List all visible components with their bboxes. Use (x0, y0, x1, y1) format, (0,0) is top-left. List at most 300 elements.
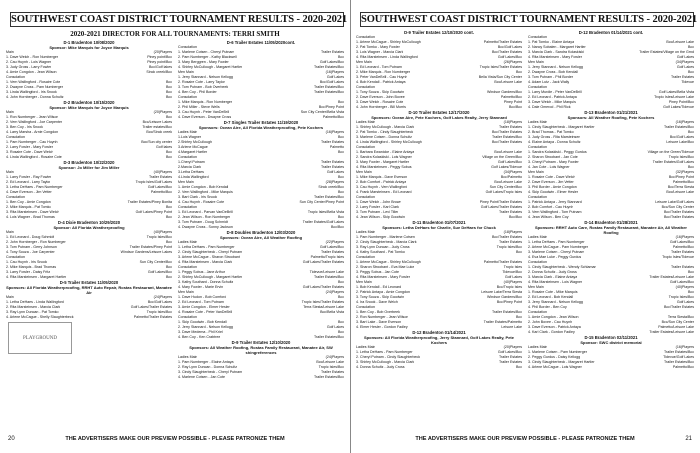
team-names: 3. Tom Putnam - Bob Overbeek (178, 85, 229, 89)
team-names: 3. Peter VanDeBrill - Cau Huynh (356, 75, 408, 79)
section-label: Consolation (356, 255, 375, 259)
team-names: 4. Dave Everson - Jim Vetter (6, 190, 52, 194)
team-names: Men Main (178, 290, 194, 294)
team-names: 2. Vern Wallingford - Mike Marquis (178, 190, 233, 194)
team-names: 1. Arlene McCague - Shirley McCullough (356, 260, 421, 264)
section-label: Consolation (178, 155, 197, 159)
team-names: Ladies Main (528, 235, 548, 239)
team-clubs: Tropic Isles/Golf Lakes (135, 180, 172, 184)
team-names: 4. Lois Wagner - Brad Thomas (6, 215, 55, 219)
team-clubs: (32)Players (675, 170, 694, 174)
team-names: 1. Cindy Slaughterbeck - Wendy Schlaman (528, 265, 597, 269)
tournament-heading: D-1 Bradenton 10/08/2020 (63, 40, 115, 45)
team-names: 3. Dave Welch - Mike Marquis (528, 100, 576, 104)
team-names: 3. Arnie Congdon - Elmer Hesler (178, 305, 230, 309)
team-clubs: Bcc (688, 70, 694, 74)
team-names: 2. Arlene McCague - Pam Numberger (528, 245, 589, 249)
page-title: SOUTHWEST COAST DISTRICT TOURNAMENT RESULTS - 2020-2021 (361, 14, 698, 25)
team-names: Ladies Main (178, 130, 198, 134)
team-clubs: Bcc/Leisure Lake (494, 150, 522, 154)
team-names: 4. Arlene McCague - Shelly Slaughterbeck (6, 315, 74, 319)
section-label: Consolation (6, 255, 25, 259)
team-clubs: Sun City Center/Bcc (139, 260, 172, 264)
team-names: 1. Tony Souza - Skip Goodwin (356, 90, 405, 94)
team-names: 3. Kathy Southard - Donna Schultz (178, 280, 234, 284)
team-names: 3. Tom Putnam - Doug Schmidt (178, 220, 228, 224)
tournament-heading: D-7 Singles Trailer Estates 11/19/2020 (223, 120, 299, 125)
team-names: 1. Letha DeHaes - Pam Numberger (356, 350, 413, 354)
results-column (356, 30, 522, 422)
team-clubs: Palmetto/Tropic Isles (310, 255, 344, 259)
team-names: 3. Larry Fowler - Daisy Fritz (6, 270, 51, 274)
team-names: 4. Jean Wilson - Skip Goodwin (356, 215, 405, 219)
team-names: 1. Pat Tomko - Elaine Antaya (528, 40, 575, 44)
sponsor-line: Sponsor: Jo Miller for Jim Miller (58, 165, 120, 170)
team-clubs: Golf Lakes (326, 170, 344, 174)
team-clubs: (24)Players (325, 355, 344, 359)
team-clubs: Trailer estates/Bcc (142, 125, 172, 129)
team-names: 3. Tom Putnam - Phil Border (528, 75, 574, 79)
team-clubs: Tropic Isles/Bcc (146, 235, 172, 239)
team-names: 1. Marlene Cotsen - Pam Numberger (528, 350, 587, 354)
section-label: Consolation (6, 135, 25, 139)
team-clubs: Tidevue/Leisure Lake (309, 270, 344, 274)
team-clubs: Bcc (338, 150, 344, 154)
team-clubs: Bcc (166, 275, 172, 279)
team-clubs: Leisure Lake (501, 325, 522, 329)
team-clubs: Trailer Estates/Piney Bonita (127, 200, 172, 204)
team-names: 3. Judy Gross - Rita Marsteinsen (528, 135, 581, 139)
team-clubs: Bcc/Bcc (331, 225, 344, 229)
team-names: 2. Pat Tomko - Mary Fowler (356, 45, 400, 49)
team-names: 2. Rosaire Cote - Larry Taylor (178, 80, 225, 84)
team-clubs: Trailer Estates/Bcc (313, 90, 344, 94)
team-names: Men Main (528, 285, 544, 289)
team-clubs: Golf Lakes/Bcc (497, 55, 522, 59)
team-clubs: Golf Lakes/Bella Vista (658, 90, 694, 94)
team-clubs: Bella Vista/Sun City Center (478, 75, 522, 79)
section-label: Consolation (356, 35, 375, 39)
team-clubs: Bcc (688, 270, 694, 274)
team-clubs: Bcc (166, 90, 172, 94)
team-clubs: Bcc (338, 135, 344, 139)
team-clubs: Village on the Green/Tidevue (647, 150, 694, 154)
team-names: 1. Dave Welch - John Brown (356, 200, 402, 204)
sponsor-line: Sponsors: Ocean Aire, All Florida Weatherproofing, Pete Kochers (198, 125, 324, 130)
team-clubs: Leisure Lake/Terra Siesta (481, 290, 522, 294)
team-names: 3. Mary Berggren - Mary Fowler (178, 60, 229, 64)
team-clubs: Windsor Gardens/Leisure Lakes (120, 250, 172, 254)
results-column (6, 40, 172, 422)
tournament-heading: D-8 Doubles Bradenton 12/03/2020 (226, 230, 296, 235)
team-names: 2. Sharon Stroobant - Jan Cote (528, 155, 578, 159)
team-names: 1. Letha DeHaes - Pam Numberger (178, 245, 235, 249)
results-columns (356, 30, 694, 422)
team-names: 1. Arnie Congdon - Bob Kendall (178, 185, 229, 189)
team-clubs: Golf Lakes/Tidevue (663, 105, 694, 109)
sponsor-line: Sponsors: All Weather Roofing, Pete Kochers (567, 115, 655, 120)
team-clubs: (16)Players (325, 130, 344, 134)
team-names: Main (6, 295, 14, 299)
team-names: 4. Adam Lutz - Jack Wally (528, 80, 570, 84)
team-clubs: Bcc (338, 190, 344, 194)
team-clubs: Bcc/Leisure Lake (316, 360, 344, 364)
sponsor-line: Sponsor: Mike Marquis for Joyce Marquis (49, 45, 129, 50)
results-column (528, 30, 694, 422)
team-names: 4. Larry Marsha - Arnie Congdon (6, 130, 59, 134)
team-names: 4. Dave Everson - Dwayne Cross (178, 115, 232, 119)
team-names: 3. Cindy Slaughterbeck - Margaret Hartler (528, 360, 595, 364)
team-names: 3. Marcia Clark - Elaine Antaya (528, 275, 578, 279)
results-columns (6, 40, 344, 422)
team-clubs: Trailer Estates/Piney Point (129, 245, 172, 249)
team-clubs: Bcc (338, 55, 344, 59)
team-clubs: (28)Players (325, 180, 344, 184)
team-names: 1. Mike Marquis - Ron Numberger (178, 100, 233, 104)
team-names: 1. Larry Fowler - Ray Fowler (6, 175, 52, 179)
team-names: 4. Skip Goodwin - Elmer Hesler (528, 190, 579, 194)
team-clubs: Bcc (338, 280, 344, 284)
team-names: 1. Pam Numberger - Elaine Antaya (178, 360, 234, 364)
team-clubs: Trailer Estates (320, 50, 344, 54)
team-clubs: Trailer Estates/Bcc (491, 135, 522, 139)
team-names: 1.Cheryl Putnam (178, 160, 205, 164)
section-label: Consolation (178, 45, 197, 49)
team-clubs: Trailer Estates/Bcc (663, 360, 694, 364)
team-clubs: (18)Players (503, 120, 522, 124)
team-clubs: Golf Lakes (676, 55, 694, 59)
tournament-heading: D-9 Trailer Estates 12/10/2020 cont. (404, 30, 474, 35)
team-names: 4. Jan Cote - Lois Wagner (528, 165, 570, 169)
team-clubs: Golf Lakes/Bcc (497, 350, 522, 354)
team-clubs: (16)Players (675, 345, 694, 349)
team-clubs: Bcc (166, 215, 172, 219)
team-clubs: Terra Siesta/Leisure Lake (303, 305, 344, 309)
team-clubs: Sun City Center/Piney Point (299, 200, 344, 204)
team-clubs: Bcc/Golf Lakes (147, 300, 172, 304)
result-row (6, 315, 172, 320)
team-names: Men Main (178, 180, 194, 184)
team-names: 2. Ed Leonard - Tom Putnam (178, 300, 224, 304)
team-names: 1. Rosaire Cote - Dave Welch (528, 175, 576, 179)
sponsor-line: Sponsors: All Florida Weatherproofing, Jerry Stannard, Golf Lakes Realty, Pete Kochers (364, 335, 514, 345)
team-names: 1. Cindy Slaughterbeck - Margaret Hartler (528, 125, 595, 129)
team-names: Men Main (528, 170, 544, 174)
team-clubs: Bcc/Leisure Lake (666, 40, 694, 44)
team-clubs: Tropic Isles/Bcc (496, 245, 522, 249)
team-clubs: Bcc (338, 330, 344, 334)
team-names: 2. Dave Everson - John Bovee (356, 95, 405, 99)
team-clubs: Bcc/Trailer Estates (491, 50, 522, 54)
team-clubs: Terra Siesta/Bcc (667, 315, 694, 319)
team-clubs: Trailer Estates (498, 210, 522, 214)
team-clubs: Bcc (516, 365, 522, 369)
team-names: 4. Rita Marsteinsen - Mary Fowler (528, 55, 582, 59)
team-clubs: Tropic Isles/Leisure Lake (654, 95, 694, 99)
team-names: 4. Dale Omerod - Phil Rick (528, 105, 571, 109)
team-clubs: Piney point/Bcc (147, 55, 172, 59)
team-names: 4. Karl Clark - Gordon Fadley (528, 330, 575, 334)
page-number: 21 (685, 436, 692, 442)
team-clubs: Bcc (166, 265, 172, 269)
team-clubs: Bcc/Piney Point (496, 300, 522, 304)
team-clubs: (34)Players (675, 60, 694, 64)
sponsor-line: Sponsors: All Florida Weatherproofing, RRHT Auto Repair, Rostas Restaurant, Manatee Air (6, 285, 172, 295)
team-clubs: Bcc/Trailer Estates (663, 210, 694, 214)
team-names: 1. Marlene Cotsen - Cheryl Putnam (178, 50, 235, 54)
team-clubs: Trailer Estates/Bcc (313, 195, 344, 199)
team-names: Main (6, 170, 14, 174)
team-clubs: (20)Players (153, 110, 172, 114)
team-clubs: Trailer Estates (670, 75, 694, 79)
team-names: 1. Letha DeHaes - Linda Wallingford (6, 300, 64, 304)
team-names: 3. Arlene McCague - Sharon Stroobant (178, 255, 240, 259)
section-label: Consolation (528, 310, 547, 314)
team-clubs: (40)Players (503, 280, 522, 284)
team-clubs: Tropic Isles/Trailer Estates (479, 65, 522, 69)
team-names: 2. Cau Huynh - Lois Wagner (6, 60, 52, 64)
tournament-heading: D-4 Dixie Bradenton 10/29/2020 (57, 220, 121, 225)
team-clubs: Tropic Isles/Bcc (318, 365, 344, 369)
team-clubs: Trailer Estates/Leisure Lake (649, 275, 694, 279)
team-names: 2. Larry Fowler - Karl Clark (356, 205, 399, 209)
team-names: 1.Lois Wagner (178, 135, 202, 139)
section-label: Consolation (528, 260, 547, 264)
team-names: 1. Dave Hudon - Bob Comford (178, 295, 227, 299)
team-clubs: Palmetto/Bcc (672, 180, 694, 184)
team-clubs: Trailer Estates/Golf Lakes (302, 220, 344, 224)
team-clubs: Golf Lakes/Piney Point (135, 210, 172, 214)
team-names: 4. Ira Snook - Dave Welch (356, 300, 398, 304)
page-title: SOUTHWEST COAST DISTRICT TOURNAMENT RESULTS - 2020-2021 (11, 14, 348, 25)
team-clubs: Palmetto/Trailer Estates (483, 260, 522, 264)
team-clubs: Sinck creek/Bcc (146, 70, 172, 74)
team-names: 4.Margaret Hartler (178, 150, 208, 154)
team-names: 1. Patrick Antaya - Jerry Stannard (528, 200, 582, 204)
team-clubs: Trailer Estates/Bcc (313, 335, 344, 339)
team-names: 1. Larry Murdie - Peter VanDeBrill (528, 90, 582, 94)
team-names: 2. Ray Lynn Duncan - Donna Schultz (178, 365, 237, 369)
team-names: 3. Ray Lynn Duncan - Judy Cross (356, 245, 410, 249)
team-names: 2. John Bovee - Cau Huynh (528, 320, 573, 324)
team-names: Ladies Main (178, 355, 198, 359)
team-clubs: Palmetto/Bcc (500, 95, 522, 99)
team-names: Men Main (356, 280, 372, 284)
team-clubs: Trailer Estates (320, 370, 344, 374)
team-names: 2. Cindy Slaughterbeck - Cheryl Putnam (178, 250, 243, 254)
team-names: 3. Ben Coy - Iris Snook (6, 125, 43, 129)
team-clubs: Bcc/Golf Lakes (497, 45, 522, 49)
team-clubs: Bcc/Sun city center (141, 140, 172, 144)
team-clubs: Bcc/Sinck creek (146, 130, 172, 134)
team-names: Ladies Main (528, 120, 548, 124)
team-clubs: Bcc/Piney Point (668, 175, 694, 179)
team-names: 4. Rita Marsteinsen - Peggy Sobus (356, 165, 412, 169)
team-names: 3. Linda Wallingford - Iris Snook (6, 90, 57, 94)
tournament-heading: D-12 Bradenton 01/14/2021 cont. (578, 30, 644, 35)
team-clubs: Bcc (338, 320, 344, 324)
team-names: 2. Bob Comfort - Patrick Antaya (356, 180, 407, 184)
team-names: Main (6, 50, 14, 54)
team-names: 2. Shirley McCullough - Margaret Hartler (178, 275, 243, 279)
team-names: 3. Cheryl Putnam - Mary Fowler (528, 160, 579, 164)
team-clubs: Bcc/Leisure Lake (666, 190, 694, 194)
team-names: 3. Peggy Sobus - Jan Cote (356, 270, 399, 274)
team-names: 4. Rosaire Cote - Peter VanDeBrill (178, 310, 233, 314)
team-names: 3.Arlene McCague (178, 145, 208, 149)
team-names: 3. Shirley McCullough - Marcia Clark (356, 360, 415, 364)
team-names: 3. Dave Everson - Patrick Antaya (528, 325, 581, 329)
team-clubs: Tropic Isles (503, 265, 522, 269)
team-clubs: Bcc (338, 215, 344, 219)
team-names: 1. Jerry Stannard - Nelson Kellogg (178, 75, 233, 79)
team-clubs: Bcc (166, 205, 172, 209)
team-clubs: Bcc (338, 295, 344, 299)
team-names: 3. Rita Marsteinsen - Dave Welch (6, 210, 60, 214)
team-clubs: Bcc/Sun City Center (661, 320, 694, 324)
team-names: 4. Rita Marsteinsen - Marcia Clark (178, 260, 233, 264)
team-names: 2. Cindy Slaughterbeck - Marcia Clark (356, 240, 417, 244)
team-names: 2. Ron Numberger - Jean Wilson (356, 315, 409, 319)
team-names: 4. Dwayne Cross - Sonny Jackson (178, 225, 233, 229)
team-names: 2. Brad Thomas - Pat Tomko (528, 130, 574, 134)
tournament-heading: D-13 Bradenton 01/21/2021 (584, 110, 638, 115)
team-names: 2. Pam Numberger - Kathy Blackwell (178, 55, 237, 59)
team-clubs: Golf Lakes (326, 75, 344, 79)
team-names: 3. Bart Clark - Iris Snook (178, 195, 218, 199)
team-names: 3. Cindy Slaughterbeck - Cheryl Putnam (178, 370, 243, 374)
team-clubs: Golf Lakes (676, 300, 694, 304)
team-clubs: (22)Players (325, 240, 344, 244)
section-label: Consolation (178, 315, 197, 319)
team-names: 2.Shirley McCullough (178, 140, 212, 144)
team-clubs: Sinck creek/Bcc (318, 185, 344, 189)
team-names: 4. Frank Marsteinsen - Ed Leonard (356, 190, 412, 194)
team-names: 1. Ed Leonard - Tom Putnam (356, 65, 402, 69)
team-clubs: Golf Lakes/Tropic Isles (485, 190, 522, 194)
team-clubs: (34)Players (503, 170, 522, 174)
team-names: 4. Jean Wilson - Ben Coy (528, 215, 569, 219)
team-clubs: Bcc/Trailer Estates (491, 140, 522, 144)
footer-note: THE ADVERTISERS MAKE OUR PREVIEW POSSIBLE - PLEASE PATRONIZE THEM (415, 436, 635, 442)
tournament-heading: D-11 Bradenton 01/07/2021 (412, 220, 466, 225)
result-row (528, 365, 694, 370)
team-clubs: Trailer Estates (498, 240, 522, 244)
team-clubs: Leisure Lake/Golf Lakes (655, 200, 694, 204)
team-clubs: Trailer Estates/Bcc (313, 275, 344, 279)
team-clubs: Tropic Isles/Bcc (146, 310, 172, 314)
team-names: 1. Jerry Stannard - Nelson Kellogg (528, 65, 583, 69)
team-names: 4. Mary Fowler - Marie Ervin (178, 285, 224, 289)
team-clubs: Bcc/Palmetto (500, 175, 522, 179)
team-names: 3. Marlene Cotsen - Donna Schultz (356, 135, 412, 139)
team-clubs: Palmetto/Bcc (672, 365, 694, 369)
team-names: 4. Cau Huynh - Rosaire Cote (178, 200, 225, 204)
team-clubs: Trailer Estates/Bcc (491, 310, 522, 314)
team-clubs: Bcc/Sun City Center (661, 205, 694, 209)
team-names: 1. Mike Marquis - Dave Everson (356, 175, 408, 179)
team-names: 2. Nancy Sobalen - Margaret Hartler (528, 45, 586, 49)
team-names: 2. Jean Wilson - Ron Numberger (178, 215, 231, 219)
section-label: Consolation (178, 205, 197, 209)
team-names: 4. Arnie Congdon - Jean Wilson (6, 70, 57, 74)
team-names: 1. Ed Leonard - Doug Schmidt (6, 235, 55, 239)
team-clubs: Trailer Estates/Bcc (663, 350, 694, 354)
team-clubs: Trailer Estates (320, 165, 344, 169)
tournament-heading: D-2 Bradenton 10/15/2020 (63, 100, 115, 105)
team-names: 2. Pat Tomko - Cindy Slaughterbeck (356, 130, 414, 134)
team-clubs: Trailer Estates (670, 265, 694, 269)
team-clubs: Golf Lakes/Trailer Estates (302, 285, 344, 289)
team-names: 1. Arlene McCague - Shirley McCullough (356, 40, 421, 44)
team-clubs: Bcc/Bcc (509, 215, 522, 219)
team-names: 2. Jerry Stannard - Nelson Kellogg (178, 325, 233, 329)
team-clubs: Golf Lakes (326, 325, 344, 329)
team-clubs: (24)Players (153, 295, 172, 299)
section-label: Consolation (356, 145, 375, 149)
team-clubs: Bcc/Leisure Lake (494, 80, 522, 84)
sponsor-line: Sponsors: All Weather Roofing, Rostas Family Restaurant, Manatee Air, SW shingreferences (189, 345, 333, 355)
team-names: 4. Bob Kendall - Patrick Antaya (356, 80, 406, 84)
team-names: 1. Ben Coy - Bob Overbeek (356, 310, 400, 314)
team-names: 4. Shirley McCullough - Margaret Hartler (178, 65, 243, 69)
team-clubs: (40)Players (675, 285, 694, 289)
team-names: 2. Dwayne Cross - Bob Kendall (528, 70, 578, 74)
team-clubs: Trailer Estates (498, 360, 522, 364)
team-clubs: Bcc/Leisure Lakes (142, 120, 172, 124)
team-clubs: Trailer Estates (320, 250, 344, 254)
section-label: Consolation (528, 145, 547, 149)
team-names: 3. Bart Lake - Dave Everson (356, 320, 402, 324)
team-clubs: Bcc/Bcc (509, 105, 522, 109)
tournament-heading: D-3 Bradenton 10/22/2020 (63, 160, 115, 165)
team-clubs: Trailer Estates/Palmetto (483, 320, 522, 324)
team-names: 3. Jerry Stannard - Nelson Kellogg (528, 300, 583, 304)
team-names: 4. Eva Mae Luke - Peggy Gurdus (528, 255, 582, 259)
sponsor-line: Sponsors: Ocean Aire, All Weather Roofing (219, 235, 303, 240)
team-clubs: Golf Lakes (676, 65, 694, 69)
team-names: 4.Linda Wallingford (178, 175, 209, 179)
team-clubs: (24)Players (325, 290, 344, 294)
team-clubs: Bcc (166, 150, 172, 154)
section-label: Consolation (356, 195, 375, 199)
team-clubs: Bcc (166, 115, 172, 119)
team-names: 2. Ed Leonard - Patrick Antaya (528, 95, 577, 99)
team-names: 1. Arnie Congdon - Jean Wilson (528, 315, 579, 319)
team-clubs: Bcc/Terra Siesta (667, 185, 694, 189)
team-names: 1. Dave Welch - Ron Numberger (6, 55, 59, 59)
team-clubs: Bcc (688, 130, 694, 134)
team-names: 3. Tony Souza - Skip Goodwin (356, 295, 405, 299)
sponsor-line: Sponsors: Ocean Aire, Pete Kochers, Golf Lakes Realty, Jerry Stannard (371, 115, 507, 120)
team-clubs: Tropic Isles/Bcc (668, 295, 694, 299)
team-clubs: Bcc/Golf Lakes (669, 135, 694, 139)
team-names: 1. Pam Numberger - Marlene Cotsen (356, 235, 415, 239)
team-clubs: Bcc (688, 290, 694, 294)
team-names: 4. Elaine Antaya - Donna Schultz (528, 140, 581, 144)
team-names: Men Main (528, 60, 544, 64)
team-clubs: Bcc (516, 250, 522, 254)
team-clubs: Tropic Isles/Tidevue (662, 255, 694, 259)
section-label: Consolation (6, 75, 25, 79)
team-clubs: (16)Players (325, 70, 344, 74)
team-clubs: (40)Players (153, 230, 172, 234)
team-clubs: Piney point/Bcc (147, 60, 172, 64)
team-names: 4. Tony Souza - Joe Carpenter (6, 250, 55, 254)
team-names: 2. Peggy Gurdus - Daisy Kellogg (528, 355, 581, 359)
team-names: 1. Ron Numberger - Jean Wilson (6, 115, 59, 119)
section-label: Consolation (356, 85, 375, 89)
